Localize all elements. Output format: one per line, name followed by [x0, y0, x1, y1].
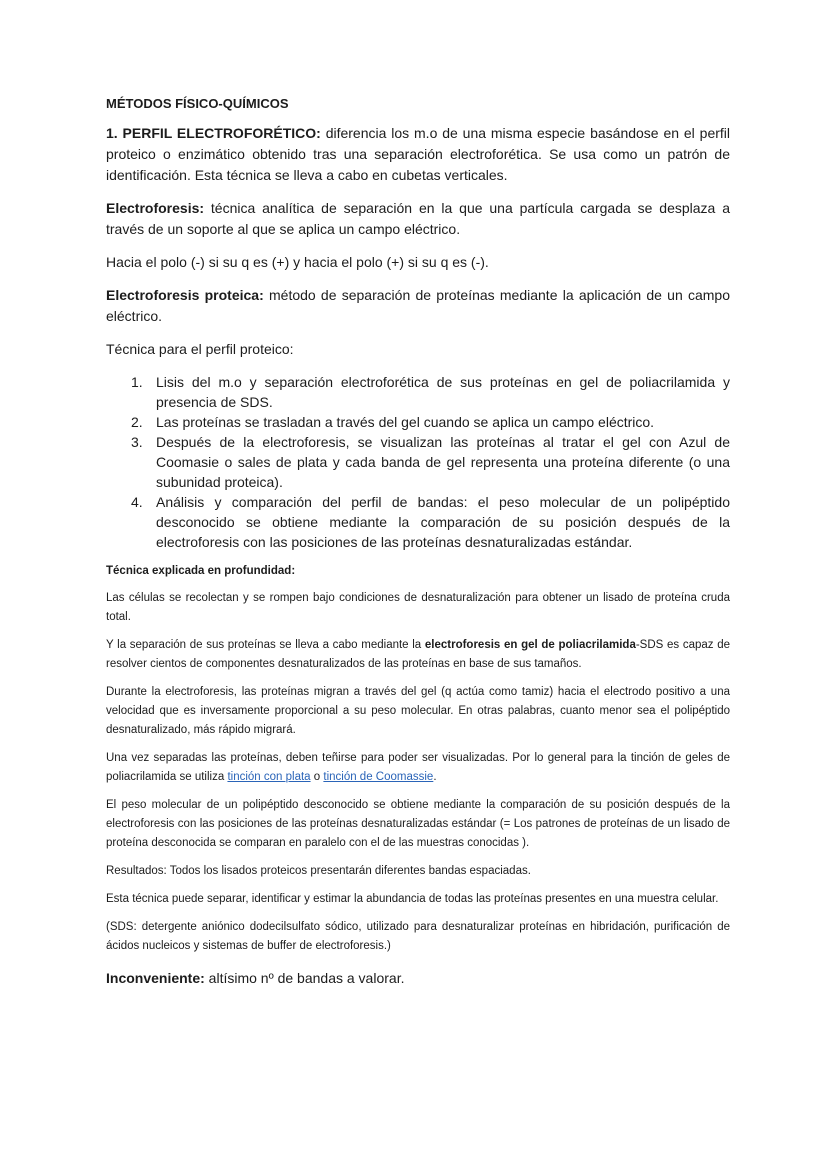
p4-text-end: .: [433, 771, 437, 783]
perfil-paragraph: [106, 123, 730, 186]
profundidad-p3: Durante la electroforesis, las proteínas migran a través del gel (q actúa como tamiz) hacia el electrodo positivo a una velocidad que es inversamente proporcional a su peso molecular. En otras palabras, cuanto menor sea el polipéptido desnaturalizado, más rápido migrará.: [106, 686, 730, 736]
steps-list: [106, 372, 730, 552]
step-text: Lisis del m.o y separación electroforética de sus proteínas en gel de poliacrilamida y presencia de SDS.: [156, 374, 730, 410]
step-number: 2.: [131, 414, 143, 430]
proteica-paragraph: [106, 285, 730, 327]
profundidad-p8: (SDS: detergente aniónico dodecilsulfato sódico, utilizado para desnaturalizar proteínas en hibridación, purificación de ácidos nucleicos y sistemas de buffer de electroforesis.): [106, 921, 730, 952]
electroforesis-text: técnica analítica de separación en la que una partícula cargada se desplaza a través de un soporte al que se aplica un campo eléctrico.: [106, 200, 730, 237]
section-title: MÉTODOS FÍSICO-QUÍMICOS: [106, 96, 289, 111]
inconveniente-text: altísimo nº de bandas a valorar.: [204, 970, 405, 986]
p2-text-a: Y la separación de sus proteínas se lleva a cabo mediante la: [106, 639, 425, 651]
step-number: 3.: [131, 434, 143, 450]
proteica-label: Electroforesis proteica:: [106, 287, 264, 303]
step-number: 1.: [131, 374, 143, 390]
step-text: Análisis y comparación del perfil de bandas: el peso molecular de un polipéptido desconocido se obtiene mediante la comparación de su posición después de la electroforesis con las posiciones de las proteínas desnaturalizadas estándar.: [156, 494, 730, 550]
profundidad-p6: Resultados: Todos los lisados proteicos presentarán diferentes bandas espaciadas.: [106, 865, 531, 877]
inconveniente-label: Inconveniente:: [106, 970, 205, 986]
list-item: [106, 372, 730, 412]
profundidad-p5: El peso molecular de un polipéptido desconocido se obtiene mediante la comparación de su posición después de la electroforesis con las posiciones de las proteínas desnaturalizadas estándar (= Los patrones de proteínas de un lisado de proteína desconocida se comparan en paralelo con el de las muestras conocidas ).: [106, 799, 730, 849]
profundidad-p7: Esta técnica puede separar, identificar y estimar la abundancia de todas las proteínas presentes en una muestra celular.: [106, 893, 719, 905]
p2-bold: electroforesis en gel de poliacrilamida: [424, 639, 636, 651]
tecnica-intro: Técnica para el perfil proteico:: [106, 341, 294, 357]
document-page: [106, 96, 730, 986]
list-item: [106, 432, 730, 492]
tincion-coomassie-link[interactable]: tinción de Coomassie: [323, 771, 434, 783]
p4-text-a: Una vez separadas las proteínas, deben teñirse para poder ser visualizadas. Por lo general para la tinción de geles de poliacrilamida se utiliza: [106, 752, 730, 783]
tincion-plata-link[interactable]: tinción con plata: [227, 771, 311, 783]
proteica-text: método de separación de proteínas mediante la aplicación de un campo eléctrico.: [106, 287, 731, 324]
step-text: Después de la electroforesis, se visualizan las proteínas al tratar el gel con Azul de Coomasie o sales de plata y cada banda de gel representa una proteína diferente (o una subunidad proteica).: [156, 434, 730, 490]
p2-text-c: -SDS es capaz de resolver cientos de componentes desnaturalizados de las proteínas en base de sus tamaños.: [106, 639, 730, 670]
perfil-label: 1. PERFIL ELECTROFORÉTICO:: [106, 125, 321, 141]
inconveniente-paragraph: [106, 970, 730, 986]
electroforesis-label: Electroforesis:: [106, 200, 205, 216]
profundidad-title: Técnica explicada en profundidad:: [106, 565, 296, 577]
p4-text-mid: o: [310, 771, 324, 783]
polo-paragraph: Hacia el polo (-) si su q es (+) y hacia el polo (+) si su q es (-).: [106, 254, 489, 270]
electroforesis-paragraph: [106, 198, 730, 240]
list-item: [106, 492, 730, 552]
step-text: Las proteínas se trasladan a través del gel cuando se aplica un campo eléctrico.: [156, 414, 655, 430]
profundidad-p1: Las células se recolectan y se rompen bajo condiciones de desnaturalización para obtener un lisado de proteína cruda total.: [106, 592, 730, 623]
step-number: 4.: [131, 494, 143, 510]
profundidad-p4: [106, 749, 730, 787]
list-item: [106, 412, 730, 432]
perfil-text: diferencia los m.o de una misma especie basándose en el perfil proteico o enzimático obtenido tras una separación electroforética. Se usa como un patrón de identificación. Esta técnica se lleva a cabo en cubetas verticales.: [106, 125, 730, 183]
profundidad-p2: [106, 636, 730, 674]
